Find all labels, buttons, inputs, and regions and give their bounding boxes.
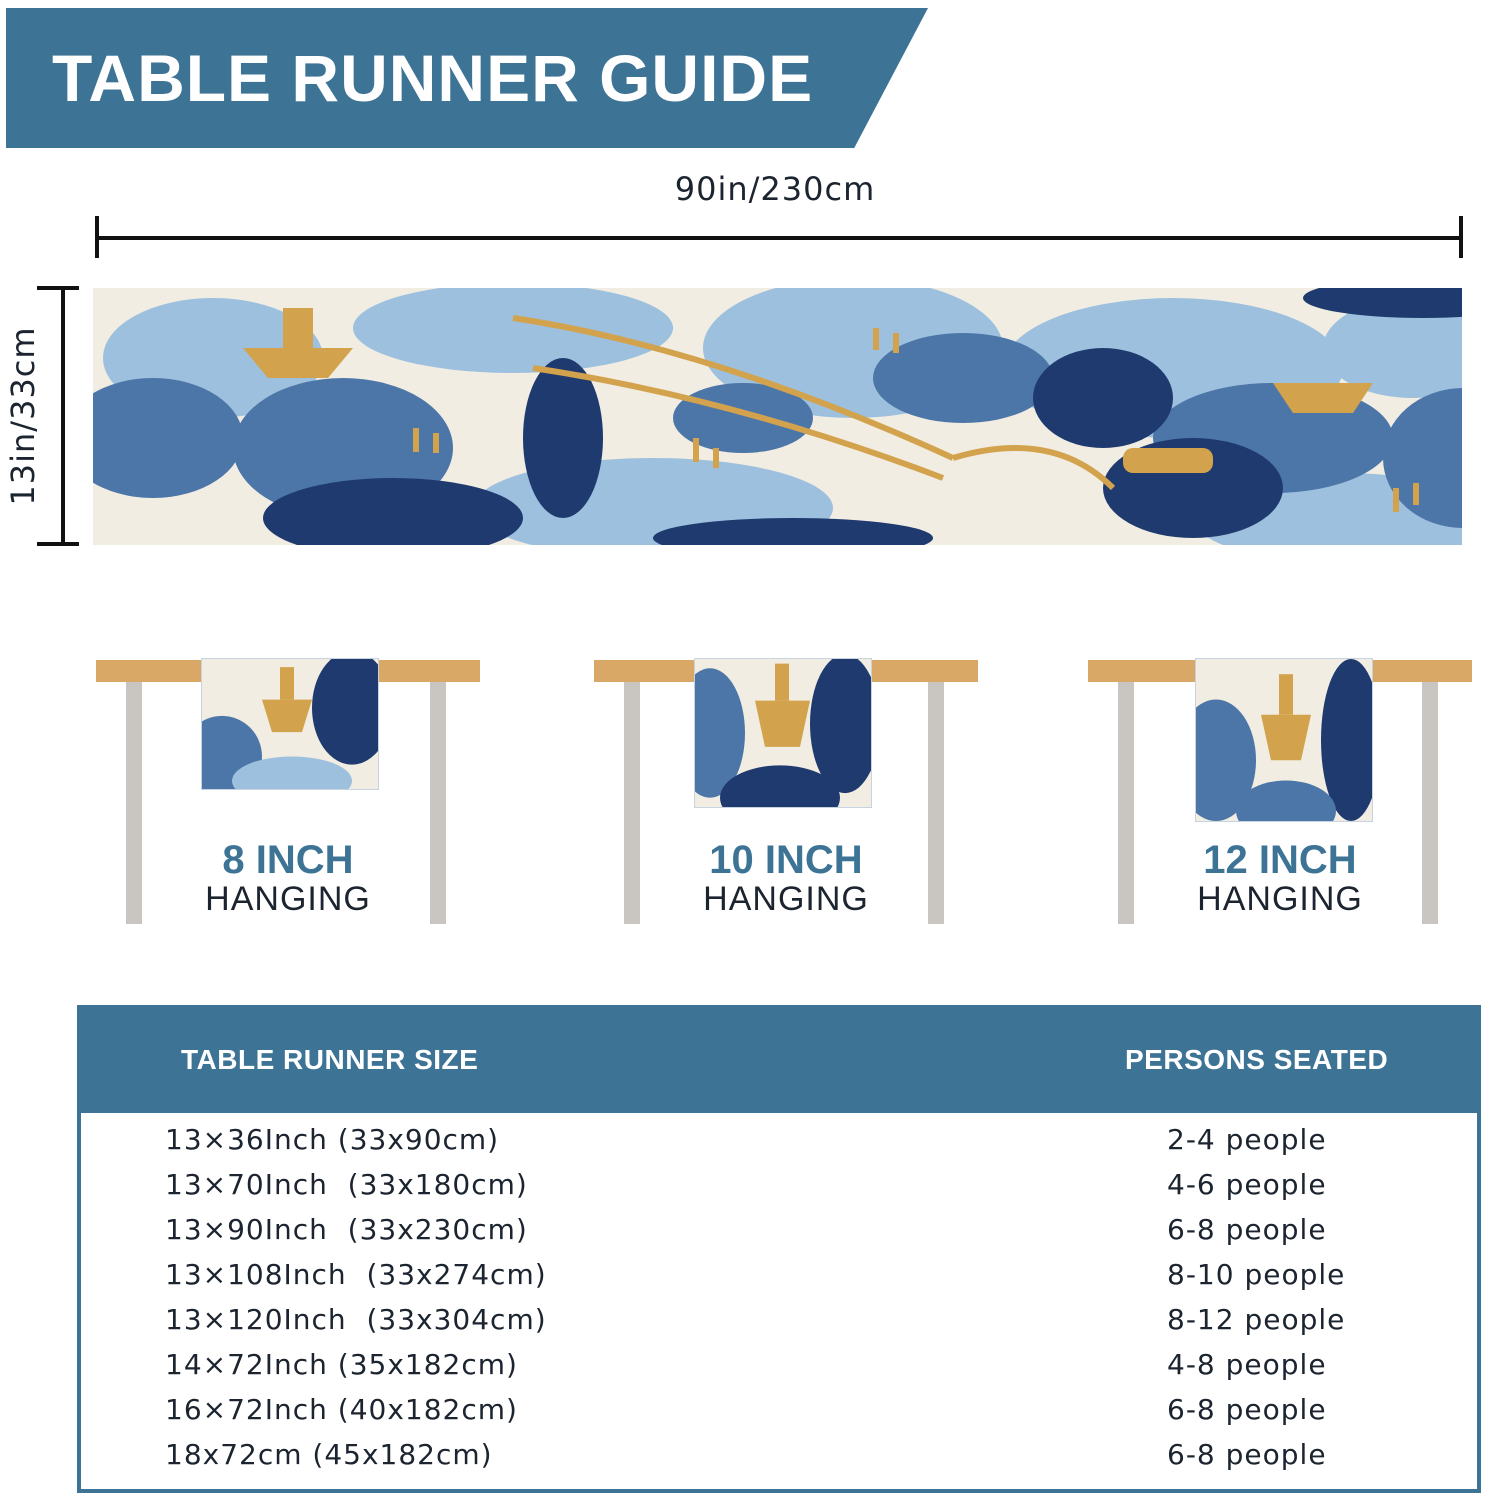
hanging-length: 10 INCH <box>709 838 863 882</box>
table-row <box>81 1436 1477 1481</box>
persons-seated: 2-4 people <box>1167 1123 1327 1156</box>
runner-size: 13×108Inch (33x274cm) <box>165 1258 547 1291</box>
persons-seated: 6-8 people <box>1167 1213 1327 1246</box>
hanging-label: HANGING <box>205 880 371 918</box>
width-dimension-top-cap <box>37 286 79 290</box>
table-row <box>81 1301 1477 1346</box>
length-dimension-line <box>97 236 1461 240</box>
runner-size: 18x72cm (45x182cm) <box>165 1438 493 1471</box>
hanging-length: 8 INCH <box>222 838 354 882</box>
table-row <box>81 1346 1477 1391</box>
width-dimension-label: 13in/33cm <box>4 326 42 506</box>
table-row <box>81 1121 1477 1166</box>
hanging-label: HANGING <box>1197 880 1363 918</box>
length-dimension-left-cap <box>95 216 99 258</box>
persons-seated: 4-6 people <box>1167 1168 1327 1201</box>
size-table-body <box>81 1121 1477 1481</box>
width-dimension-bottom-cap <box>37 542 79 546</box>
hanging-label: HANGING <box>703 880 869 918</box>
persons-seated: 8-12 people <box>1167 1303 1346 1336</box>
runner-size: 13×120Inch (33x304cm) <box>165 1303 547 1336</box>
table-row <box>81 1391 1477 1436</box>
runner-size: 13×36Inch (33x90cm) <box>165 1123 500 1156</box>
page-title: TABLE RUNNER GUIDE <box>52 41 814 115</box>
length-dimension-label: 90in/230cm <box>674 170 876 208</box>
table-runner-illustration <box>93 288 1462 545</box>
hanging-example-12-inch <box>1088 640 1478 940</box>
size-table <box>77 1005 1481 1493</box>
runner-size: 14×72Inch (35x182cm) <box>165 1348 518 1381</box>
table-row <box>81 1256 1477 1301</box>
runner-drop <box>201 658 379 790</box>
table-row <box>81 1211 1477 1256</box>
column-header-size: TABLE RUNNER SIZE <box>181 1044 479 1075</box>
persons-seated: 4-8 people <box>1167 1348 1327 1381</box>
runner-size: 13×90Inch (33x230cm) <box>165 1213 528 1246</box>
runner-size: 16×72Inch (40x182cm) <box>165 1393 518 1426</box>
column-header-persons: PERSONS SEATED <box>1125 1044 1389 1075</box>
persons-seated: 6-8 people <box>1167 1393 1327 1426</box>
size-table-header <box>81 1009 1477 1113</box>
persons-seated: 6-8 people <box>1167 1438 1327 1471</box>
runner-drop <box>694 658 872 808</box>
width-dimension-line <box>61 288 65 544</box>
hanging-example-8-inch <box>96 640 486 940</box>
persons-seated: 8-10 people <box>1167 1258 1346 1291</box>
table-row <box>81 1166 1477 1211</box>
chinoiserie-pattern <box>93 288 1462 545</box>
hanging-length: 12 INCH <box>1203 838 1357 882</box>
length-dimension-right-cap <box>1459 216 1463 258</box>
runner-drop <box>1195 658 1373 822</box>
hanging-example-10-inch <box>594 640 984 940</box>
runner-size: 13×70Inch (33x180cm) <box>165 1168 528 1201</box>
